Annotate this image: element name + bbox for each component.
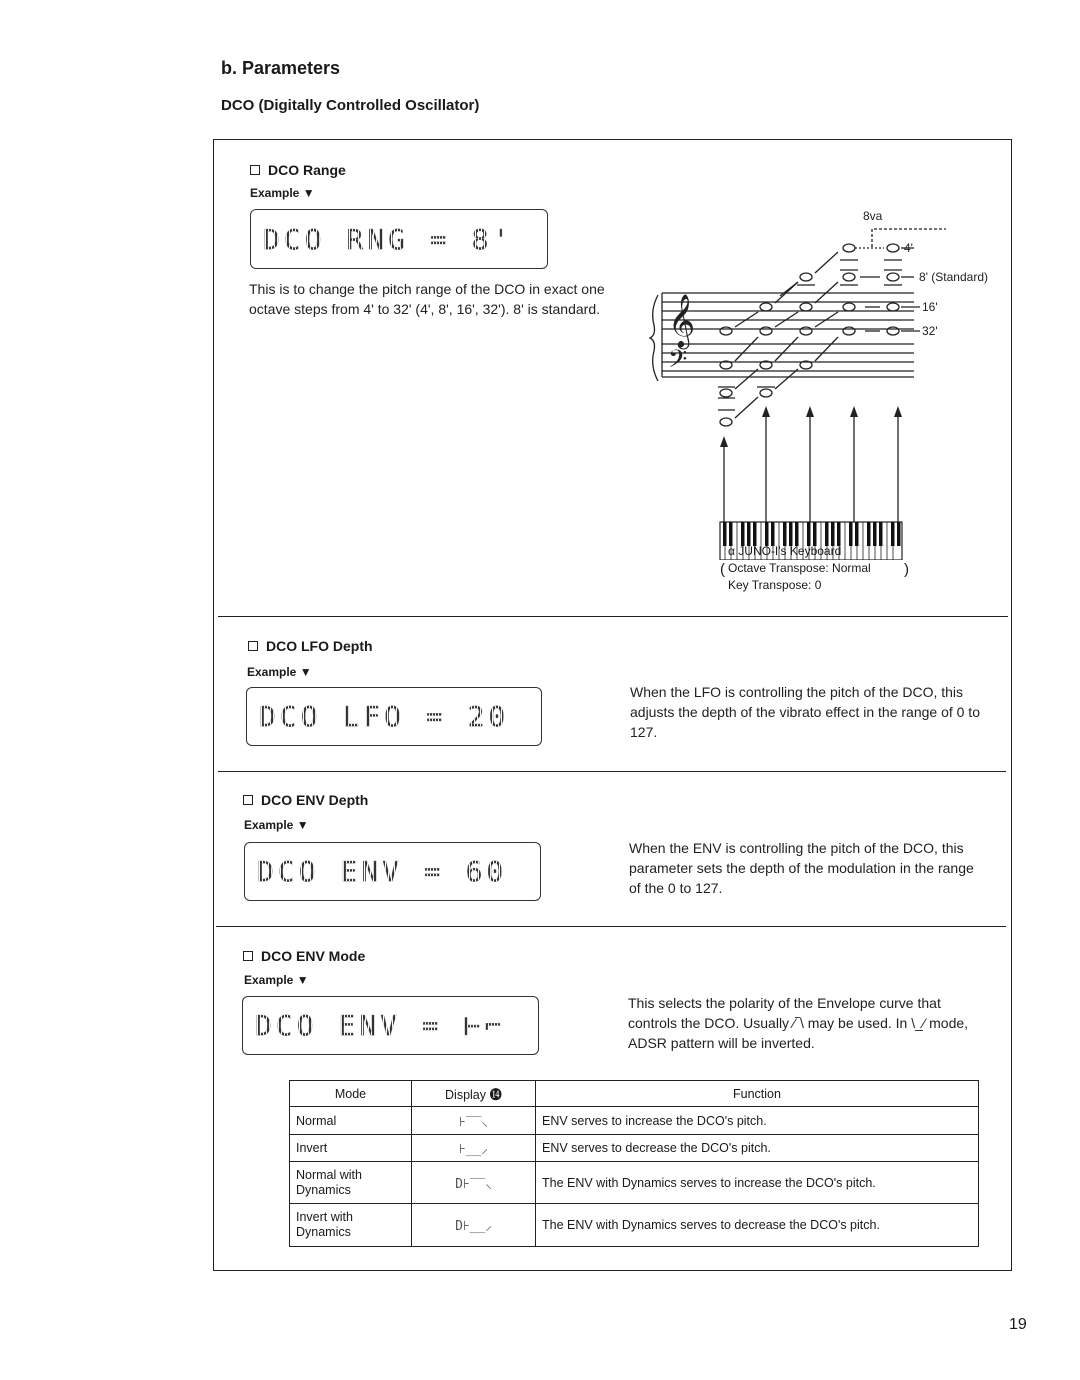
lcd-text: DCO ENV = 60 [257,855,508,888]
param-title-text: DCO Range [268,162,346,178]
example-label: Example ▼ [244,818,309,832]
octave-label: 8va [863,209,883,223]
octave-transpose: Octave Transpose: Normal [728,561,871,575]
lcd-text: DCO ENV = ⊢⌐ [255,1009,506,1042]
pitch-label-8: 8' (Standard) [919,270,988,284]
display-cell: ⊦__⸝ [412,1135,536,1162]
mode-cell: Invert [290,1135,412,1162]
bass-clef-icon: 𝄢 [668,345,688,380]
header-function: Function [536,1081,979,1107]
param-title-text: DCO LFO Depth [266,638,373,654]
checkbox-icon [243,951,253,961]
function-cell: ENV serves to decrease the DCO's pitch. [536,1135,979,1162]
param-title-dco-env-mode [243,948,365,964]
param-title-text: DCO ENV Depth [261,792,369,808]
page-number: 19 [1009,1316,1027,1333]
env-mode-table [289,1080,979,1247]
header-mode: Mode [290,1081,412,1107]
function-cell: The ENV with Dynamics serves to increase the DCO's pitch. [536,1162,979,1204]
table-row [290,1162,979,1204]
table-row [290,1107,979,1135]
param-description: When the LFO is controlling the pitch of the DCO, this adjusts the depth of the vibrato effect in the range of 0 to 127. [630,684,980,740]
param-description: This selects the polarity of the Envelope curve that controls the DCO. Usually ⁄‾\ may be used. In \_⁄ mode, ADSR pattern will be inverted. [628,995,969,1051]
table-header-row [290,1081,979,1107]
page-heading: b. Parameters [221,58,341,78]
checkbox-icon [250,165,260,175]
param-title-dco-lfo-depth [248,638,373,654]
checkbox-icon [243,795,253,805]
pitch-label-16: 16' [922,300,938,314]
param-description: When the ENV is controlling the pitch of the DCO, this parameter sets the depth of the modulation in the range of the 0 to 127. [629,840,974,896]
function-cell: ENV serves to increase the DCO's pitch. [536,1107,979,1135]
treble-clef-icon: 𝄞 [668,293,696,347]
key-transpose: Key Transpose: 0 [728,578,822,592]
example-label: Example ▼ [250,186,315,200]
example-label: Example ▼ [244,973,309,987]
display-cell: ⊦‾‾⸜ [412,1107,536,1135]
octave-range-diagram [640,200,1020,560]
example-label: Example ▼ [247,665,312,679]
checkbox-icon [248,641,258,651]
mode-cell: Normal [290,1107,412,1135]
keyboard-caption: α JUNO-I's Keyboard [728,544,842,558]
lcd-display [242,996,539,1055]
transpose-info: ( Octave Transpose: Normal Key Transpose: 0 ) [720,561,909,592]
table-row [290,1204,979,1247]
pitch-label-4: 4' [904,241,913,255]
display-cell: D⊦__⸝ [412,1204,536,1247]
header-display: Display ⓮ [412,1081,536,1107]
divider [218,771,1006,772]
divider [216,926,1006,927]
function-cell: The ENV with Dynamics serves to decrease the DCO's pitch. [536,1204,979,1247]
section-subheading: DCO (Digitally Controlled Oscillator) [221,97,480,114]
lcd-display [244,842,541,901]
param-title-text: DCO ENV Mode [261,948,366,964]
param-title-dco-env-depth [243,792,368,808]
lcd-text: DCO RNG = 8' [263,222,514,256]
param-title-dco-range [250,162,346,178]
mode-cell: Normal with Dynamics [290,1162,412,1204]
divider [218,616,1008,617]
lcd-display [246,687,542,746]
mode-cell: Invert with Dynamics [290,1204,412,1247]
table-row [290,1135,979,1162]
display-cell: D⊦‾‾⸜ [412,1162,536,1204]
lcd-display [250,209,548,269]
lcd-text: DCO LFO = 20 [259,700,510,733]
param-description: This is to change the pitch range of the DCO in exact one octave steps from 4' to 32' (4', 8', 16', 32'). 8' is standard. [249,281,605,317]
pitch-label-32: 32' [922,324,938,338]
